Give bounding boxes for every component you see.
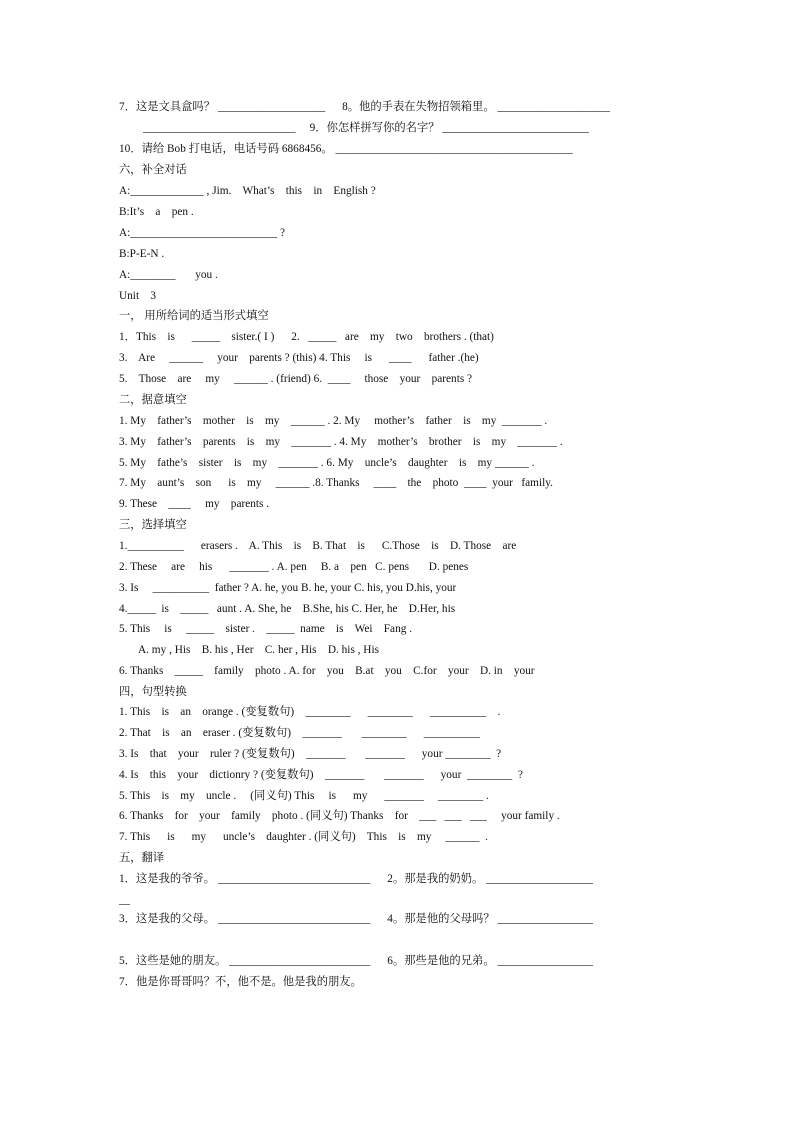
worksheet-line: 3. Is that your ruler ? (变复数句) _______ _______ your ________ ? — [119, 748, 502, 760]
worksheet-line: 1. My father’s mother is my ______ . 2. My mother’s father is my _______ . — [119, 415, 548, 427]
worksheet-line: 4. Is this your dictionry ? (变复数句) _______ _______ your ________ ? — [119, 769, 523, 781]
worksheet-line: ___________________________ 9．你怎样拼写你的名字？ __________________________ — [143, 122, 590, 134]
worksheet-line: 7. This is my uncle’s daughter . (同义句) This is my ______ . — [119, 831, 488, 843]
worksheet-line: 5. This is _____ sister . _____ name is Wei Fang . — [119, 623, 413, 635]
worksheet-line: 5. My fathe’s sister is my _______ . 6. My uncle’s daughter is my ______ . — [119, 457, 535, 469]
worksheet-line: 7. My aunt’s son is my ______ .8. Thanks ____ the photo ____ your family. — [119, 477, 553, 489]
worksheet-line: 5．这些是她的朋友。 _________________________ 6。那些是他的兄弟。 _________________ — [119, 955, 594, 967]
worksheet-line: 六，补全对话 — [119, 164, 187, 176]
worksheet-line: 二，据意填空 — [119, 394, 187, 406]
worksheet-line: 2. That is an eraser . (变复数句) _______ ________ __________ — [119, 727, 481, 739]
worksheet-line: 3. Is __________ father ? A. he, you B. he, your C. his, you D.his, your — [119, 582, 457, 594]
worksheet-line: B:P-E-N . — [119, 248, 165, 260]
worksheet-line: 1. This is an orange . (变复数句) ________ ________ __________ . — [119, 706, 501, 718]
worksheet-line: 1．This is _____ sister.( I ) 2. _____ are my two brothers . (that) — [119, 331, 494, 343]
worksheet-line: 7．他是你哥哥吗？不，他不是。他是我的朋友。 — [119, 976, 362, 988]
worksheet-line: 6. Thanks for your family photo . (同义句) Thanks for ___ ___ ___ your family . — [119, 810, 560, 822]
worksheet-line: 7．这是文具盒吗？ ___________________ 8。他的手表在失物招领箱里。 ____________________ — [119, 101, 611, 113]
worksheet-line: __ — [119, 894, 131, 906]
worksheet-line: A:_____________ , Jim. What’s this in English ? — [119, 185, 376, 197]
worksheet-line: A. my , His B. his , Her C. her , His D. his , His — [138, 644, 380, 656]
worksheet-line: 一， 用所给词的适当形式填空 — [119, 310, 269, 322]
worksheet-line: 10．请给 Bob 打电话，电话号码 6868456。 __________________________________________ — [119, 143, 573, 155]
worksheet-line: Unit 3 — [119, 290, 157, 302]
worksheet-line: 3. Are ______ your parents ? (this) 4. This is ____ father .(he) — [119, 352, 479, 364]
worksheet-line: 3．这是我的父母。 ___________________________ 4。那是他的父母吗？ _________________ — [119, 913, 594, 925]
worksheet-line: 1.__________ erasers . A. This is B. That is C.Those is D. Those are — [119, 540, 517, 552]
worksheet-line: A:__________________________ ? — [119, 227, 285, 239]
worksheet-line: 三，选择填空 — [119, 519, 187, 531]
worksheet-line: 3. My father’s parents is my _______ . 4. My mother’s brother is my _______ . — [119, 436, 563, 448]
worksheet-line: 9. These ____ my parents . — [119, 498, 270, 510]
worksheet-line: 6. Thanks _____ family photo . A. for you B.at you C.for your D. in your — [119, 665, 535, 677]
worksheet-line: 五，翻译 — [119, 852, 165, 864]
worksheet-line: 5. This is my uncle . (同义句) This is my _______ ________ . — [119, 790, 489, 802]
worksheet-line: 1．这是我的爷爷。 ___________________________ 2。那是我的奶奶。 ___________________ — [119, 873, 594, 885]
worksheet-line: 5. Those are my ______ . (friend) 6. ____ those your parents ? — [119, 373, 473, 385]
worksheet-line: 四，句型转换 — [119, 686, 187, 698]
worksheet-line: A:________ you . — [119, 269, 218, 281]
worksheet-line: B:It’s a pen . — [119, 206, 194, 218]
worksheet-line: 2. These are his _______ . A. pen B. a pen C. pens D. penes — [119, 561, 469, 573]
worksheet-line: 4._____ is _____ aunt . A. She, he B.She, his C. Her, he D.Her, his — [119, 603, 456, 615]
